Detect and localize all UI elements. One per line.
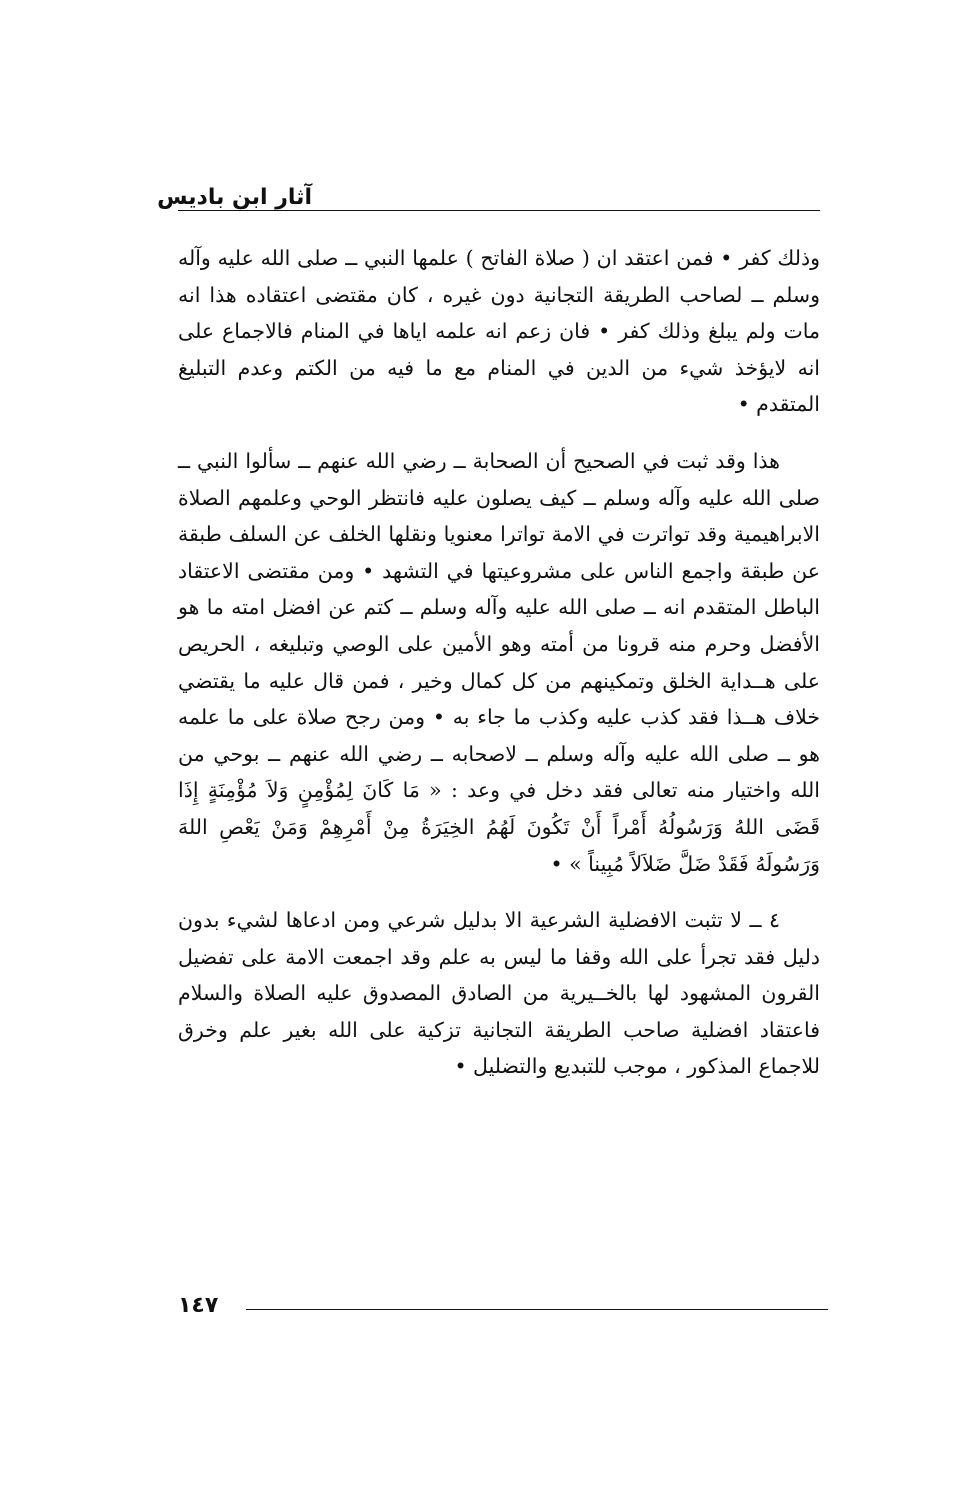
paragraph-3: ٤ ــ لا تثبت الافضلية الشرعية الا بدليل شرعي ومن ادعاها لشيء بدون دليل فقد تجرأ على الله وقفا ما ليس به علم وقد اجمعت الامة على تفضيل القرون المشهود لها بالخــيرية من الصادق المصدوق عليه الصلاة والسلام فاعتقاد افضلية صاحب الطريقة التجانية تزكية على الله بغير علم وخرق للاجماع المذكور ، موجب للتبديع والتضليل • [178, 908, 820, 1079]
header-title: آثار ابن باديس [157, 185, 312, 210]
header-rule [178, 210, 820, 211]
paragraph-2: هذا وقد ثبت في الصحيح أن الصحابة ــ رضي الله عنهم ــ سألوا النبي ــ صلى الله عليه وآله وسلم ــ كيف يصلون عليه فانتظر الوحي وعلمهم الصلاة الابراهيمية وقد تواترت في الامة تواترا معنويا ونقلها الخلف عن السلف طبقة عن طبقة واجمع الناس على مشروعيتها في التشهد • ومن مقتضى الاعتقاد الباطل المتقدم انه ــ صلى الله عليه وآله وسلم ــ كتم عن افضل امته ما هو الأفضل وحرم منه قرونا من أمته وهو الأمين على الوصي وتبليغه ، الحريص على هــداية الخلق وتمكينهم من كل كمال وخير ، فمن قال عليه ما يقتضي خلاف هــذا فقد كذب عليه وكذب ما جاء به • ومن رجح صلاة على ما علمه هو ــ صلى الله عليه وآله وسلم ــ لاصحابه ــ رضي الله عنهم ــ بوحي من الله واختيار منه تعالى فقد دخل في وعد : « مَا كَانَ لِمُؤْمِنٍ وَلاَ مُؤْمِنَةٍ إِذَا قَضَى اللهُ وَرَسُولُهُ أَمْراً أَنْ تَكُونَ لَهُمُ الخِيَرَةُ مِنْ أَمْرِهِمْ وَمَنْ يَعْصِ اللهَ وَرَسُولَهُ فَقَدْ ضَلَّ ضَلاَلاً مُبِيناً » • [178, 448, 820, 876]
page-number: ١٤٧ [178, 1293, 219, 1318]
running-header [157, 183, 820, 213]
footer-rule [246, 1309, 828, 1310]
paragraph-1: وذلك كفر • فمن اعتقد ان ( صلاة الفاتح ) علمها النبي ــ صلى الله عليه وآله وسلم ــ لصاحب الطريقة التجانية دون غيره ، كان مقتضى اعتقاده هذا انه مات ولم يبلغ وذلك كفر • فان زعم انه علمه اياها في المنام فالاجماع على انه لايؤخذ شيء من الدين في المنام مع ما فيه من الكتم وعدم التبليغ المتقدم • [178, 246, 820, 417]
page-footer [178, 1290, 828, 1322]
body-text [178, 240, 820, 1085]
